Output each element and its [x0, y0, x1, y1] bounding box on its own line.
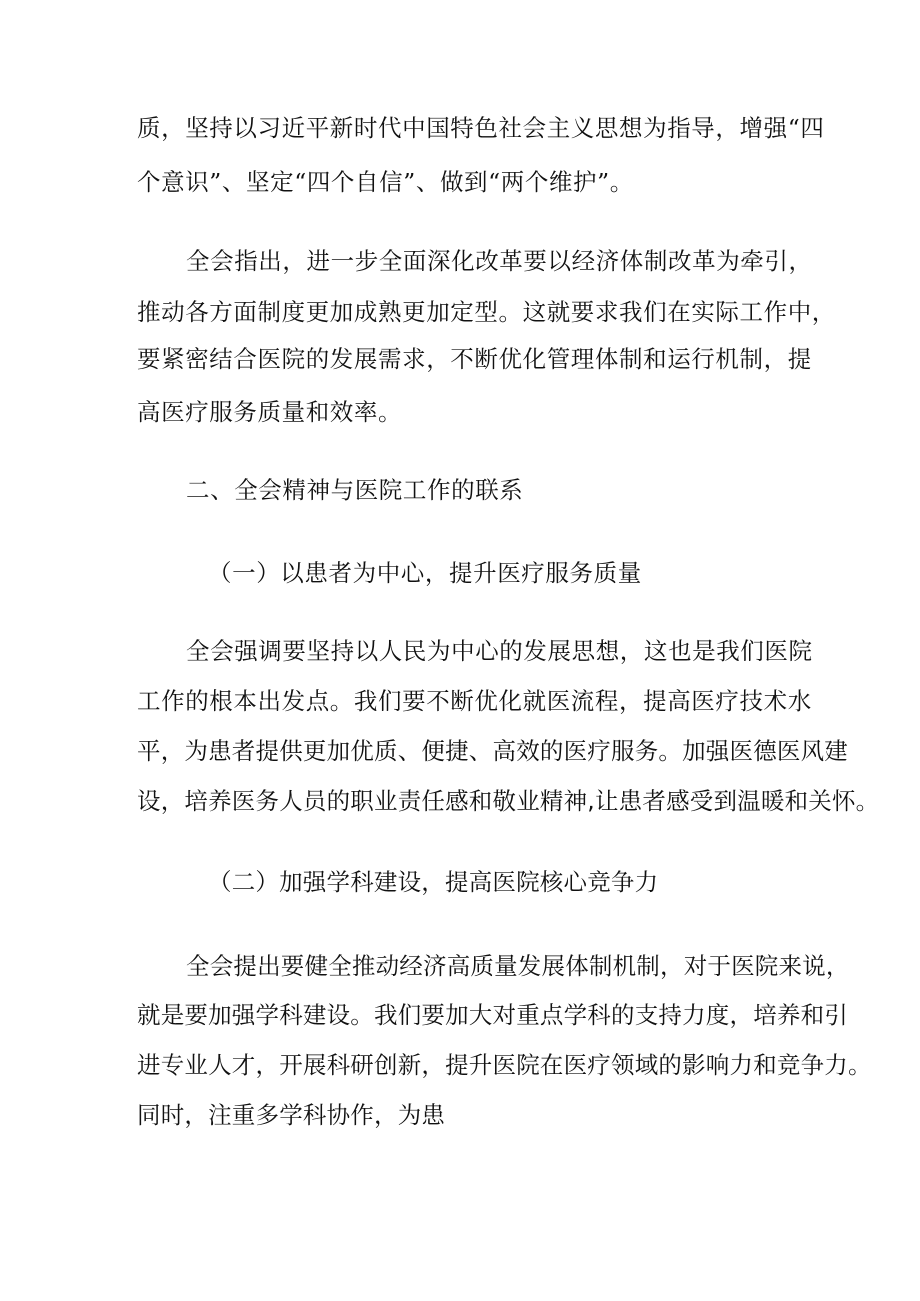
paragraph-line: 推动各方面制度更加成熟更加定型。这就要求我们在实际工作中， — [137, 298, 836, 326]
paragraph-line: 全会提出要健全推动经济高质量发展体制机制，对于医院来说， — [186, 952, 850, 980]
paragraph-line: 个意识”、坚定“四个自信”、做到“两个维护”。 — [137, 168, 634, 196]
paragraph-line: 高医疗服务质量和效率。 — [137, 398, 403, 426]
section-heading: 二、全会精神与医院工作的联系 — [186, 476, 524, 504]
subsection-heading: （二）加强学科建设，提高医院核心竞争力 — [208, 868, 659, 896]
paragraph-line: 质，坚持以习近平新时代中国特色社会主义思想为指导，增强“四 — [137, 114, 825, 142]
paragraph-line: 设，培养医务人员的职业责任感和敬业精神,让患者感受到温暖和关怀。 — [137, 787, 880, 815]
paragraph-line: 同时，注重多学科协作，为患 — [137, 1101, 446, 1129]
subsection-heading: （一）以患者为中心，提升医疗服务质量 — [208, 559, 642, 587]
paragraph-line: 要紧密结合医院的发展需求，不断优化管理体制和运行机制，提 — [137, 345, 812, 373]
paragraph-line: 平，为患者提供更加优质、便捷、高效的医疗服务。加强医德医风建 — [137, 737, 848, 765]
paragraph-line: 进专业人才，开展科研创新，提升医院在医疗领域的影响力和竞争力。 — [137, 1051, 872, 1079]
paragraph-line: 工作的根本出发点。我们要不断优化就医流程，提高医疗技术水 — [137, 687, 812, 715]
paragraph-line: 就是要加强学科建设。我们要加大对重点学科的支持力度，培养和引 — [137, 1001, 848, 1029]
paragraph-line: 全会强调要坚持以人民为中心的发展思想，这也是我们医院 — [186, 637, 813, 665]
paragraph-line: 全会指出，进一步全面深化改革要以经济体制改革为牵引， — [186, 247, 813, 275]
